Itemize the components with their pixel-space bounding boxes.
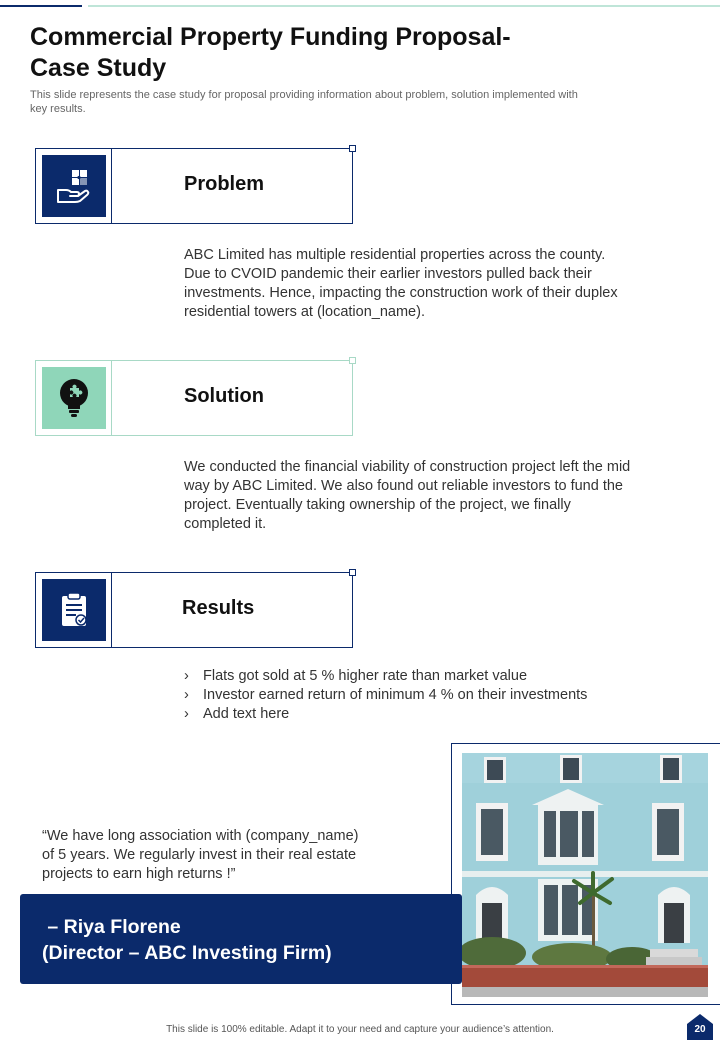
quote-line-1: “We have long association with (company_name) (42, 828, 359, 844)
top-accent-line-dark (0, 5, 82, 7)
quote-line-2: of 5 years. We regularly invest in their real estate (42, 847, 357, 863)
problem-paragraph (184, 246, 684, 322)
clipboard-check-icon (56, 590, 92, 630)
problem-line-1: ABC Limited has multiple residential properties across the county. (184, 247, 606, 263)
title-line-1: Commercial Property Funding Proposal- (30, 23, 511, 51)
footer-note: This slide is 100% editable. Adapt it to your need and capture your audience’s attention. (166, 1024, 554, 1035)
solution-line-3: project. Eventually taking ownership of the project, we finally (184, 497, 571, 513)
solution-label: Solution (184, 385, 264, 407)
problem-line-2: Due to CVOID pandemic their earlier investors pulled back their (184, 266, 592, 282)
page-number: 20 (694, 1024, 706, 1035)
results-icon-square (42, 579, 106, 641)
results-header-box (35, 572, 353, 648)
subtitle-line-1: This slide represents the case study for proposal providing information about problem, solution implemented with (30, 89, 578, 101)
page-title (30, 22, 590, 84)
results-item-text: Flats got sold at 5 % higher rate than market value (203, 668, 528, 684)
top-accent-line-light (88, 5, 720, 7)
attribution-name: – Riya Florene (42, 916, 181, 938)
problem-label: Problem (184, 173, 265, 195)
lightbulb-puzzle-icon (54, 376, 94, 420)
building-photo (462, 753, 708, 997)
solution-line-4: completed it. (184, 516, 267, 532)
results-item-text: Add text here (203, 706, 290, 722)
solution-header-box (35, 360, 353, 436)
list-item (184, 705, 587, 724)
bullet-chevron-icon: › (184, 668, 189, 684)
solution-icon-square (42, 367, 106, 429)
solution-icon-cell (36, 361, 112, 435)
results-label: Results (182, 597, 255, 619)
results-item-text: Investor earned return of minimum 4 % on their investments (203, 687, 588, 703)
bullet-chevron-icon: › (184, 706, 189, 722)
attribution-box (20, 894, 462, 984)
list-item (184, 667, 587, 686)
hand-with-puzzle-icon (54, 166, 94, 206)
quote-line-3: projects to earn high returns !” (42, 866, 236, 882)
solution-line-1: We conducted the financial viability of construction project left the mid (184, 459, 631, 475)
subtitle-line-2: key results. (30, 103, 86, 115)
attribution-role: (Director – ABC Investing Firm) (42, 942, 332, 964)
solution-corner-marker (349, 357, 356, 364)
results-list (184, 667, 587, 724)
results-corner-marker (349, 569, 356, 576)
testimonial-quote (42, 827, 402, 884)
problem-line-3: investments. Hence, impacting the construction work of their duplex (184, 285, 618, 301)
building-illustration (462, 753, 708, 997)
solution-line-2: way by ABC Limited. We also found out reliable investors to fund the (184, 478, 624, 494)
problem-header-box (35, 148, 353, 224)
problem-icon-square (42, 155, 106, 217)
problem-corner-marker (349, 145, 356, 152)
problem-icon-cell (36, 149, 112, 223)
results-icon-cell (36, 573, 112, 647)
title-line-2: Case Study (30, 54, 167, 82)
problem-line-4: residential towers at (location_name). (184, 304, 425, 320)
page-subtitle (30, 88, 640, 116)
solution-paragraph (184, 458, 684, 534)
list-item (184, 686, 587, 705)
bullet-chevron-icon: › (184, 687, 189, 703)
